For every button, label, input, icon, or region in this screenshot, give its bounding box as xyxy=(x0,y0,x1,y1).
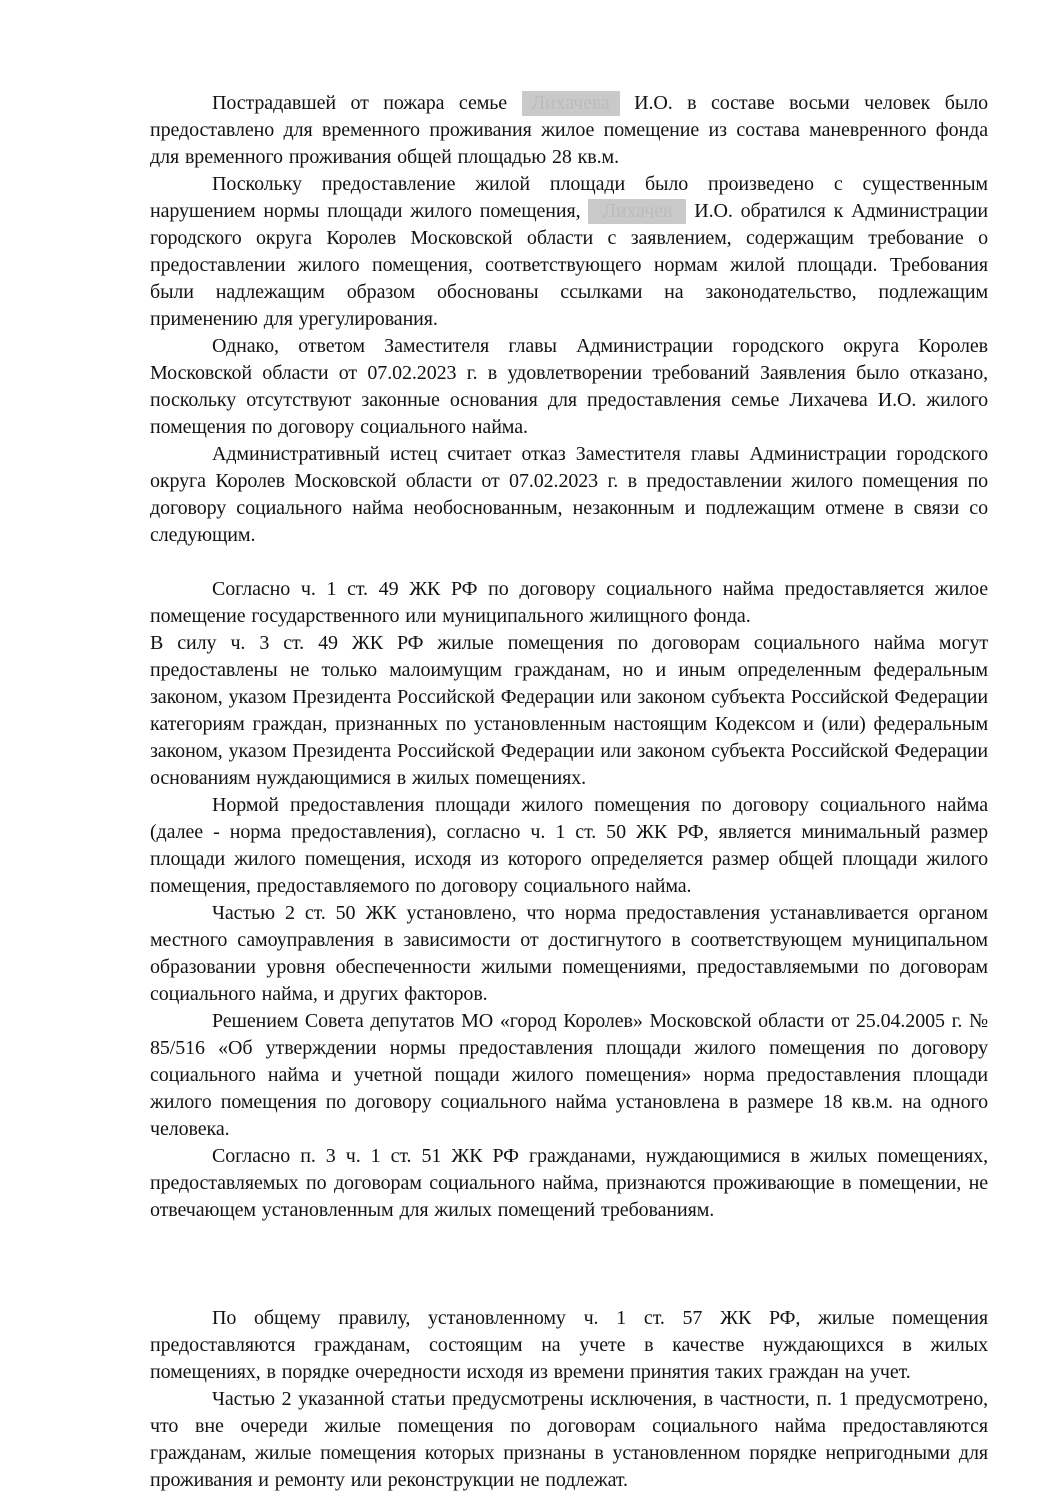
para-art49-part1: Согласно ч. 1 ст. 49 ЖК РФ по договору социального найма предоставляется жилое помещение государственного или муниципального жилищного фонда. xyxy=(150,578,988,627)
redaction-box: Лихачева xyxy=(522,91,620,116)
para-council-decision: Решением Совета депутатов МО «город Королев» Московской области от 25.04.2005 г. № 85/516 «Об утверждении нормы предоставления площади жилого помещения по договору социального найма и учетной пощади жилого помещения» норма предоставления площади жилого помещения по договору социального найма установлена в размере 18 кв.м. на одного человека. xyxy=(150,1010,988,1140)
redaction-box: Лихачев xyxy=(588,199,686,224)
para-fire-victim: Пострадавшей от пожара семье Лихачева И.О. в составе восьми человек было предоставлено для временного проживания жилое помещение из состава маневренного фонда для временного проживания общей площадью 28 кв.м. xyxy=(150,92,988,168)
para-norm-violation-appeal: Поскольку предоставление жилой площади было произведено с существенным нарушением нормы площади жилого помещения, Лихачев И.О. обратился к Администрации городского округа Королев Московской области с заявлением, содержащим требование о предоставлении жилого помещения, соответствующего нормам жилой площади. Требования были надлежащим образом обоснованы ссылками на законодательство, подлежащим применению для урегулирования. xyxy=(150,173,988,330)
para-art51: Согласно п. 3 ч. 1 ст. 51 ЖК РФ гражданами, нуждающимися в жилых помещениях, предоставляемых по договорам социального найма, признаются проживающие в помещении, не отвечающем установленным для жилых помещений требованиям. xyxy=(150,1145,988,1221)
para-claimant-position: Административный истец считает отказ Заместителя главы Администрации городского округа Королев Московской области от 07.02.2023 г. в предоставлении жилого помещения по договору социального найма необоснованным, незаконным и подлежащим отмене в связи со следующим. xyxy=(150,443,988,546)
para-art50-part1: Нормой предоставления площади жилого помещения по договору социального найма (далее - норма предоставления), согласно ч. 1 ст. 50 ЖК РФ, является минимальный размер площади жилого помещения, исходя из которого определяется размер общей площади жилого помещения, предоставляемого по договору социального найма. xyxy=(150,794,988,897)
document-body xyxy=(150,90,988,1494)
para-art50-part2: Частью 2 ст. 50 ЖК установлено, что норма предоставления устанавливается органом местного самоуправления в зависимости от достигнутого в соответствующем муниципальном образовании уровня обеспеченности жилыми помещениями, предоставляемыми по договорам социального найма, и других факторов. xyxy=(150,902,988,1005)
para-refusal-answer: Однако, ответом Заместителя главы Администрации городского округа Королев Московской области от 07.02.2023 г. в удовлетворении требований Заявления было отказано, поскольку отсутствуют законные основания для предоставления семье Лихачева И.О. жилого помещения по договору социального найма. xyxy=(150,335,988,438)
para-art57-part1: По общему правилу, установленному ч. 1 ст. 57 ЖК РФ, жилые помещения предоставляются гражданам, состоящим на учете в качестве нуждающихся в жилых помещениях, в порядке очередности исходя из времени принятия таких граждан на учет. xyxy=(150,1307,988,1383)
para-art49-part3: В силу ч. 3 ст. 49 ЖК РФ жилые помещения по договорам социального найма могут предоставлены не только малоимущим гражданам, но и иным определенным федеральным законом, указом Президента Российской Федерации или законом субъекта Российской Федерации категориям граждан, признанных по установленным настоящим Кодексом и (или) федеральным законом, указом Президента Российской Федерации или законом субъекта Российской Федерации основаниям нуждающимися в жилых помещениях. xyxy=(150,632,988,789)
para-art57-part2: Частью 2 указанной статьи предусмотрены исключения, в частности, п. 1 предусмотрено, что вне очереди жилые помещения по договорам социального найма предоставляются гражданам, жилые помещения которых признаны в установленном порядке непригодными для проживания и ремонту или реконструкции не подлежат. xyxy=(150,1388,988,1491)
